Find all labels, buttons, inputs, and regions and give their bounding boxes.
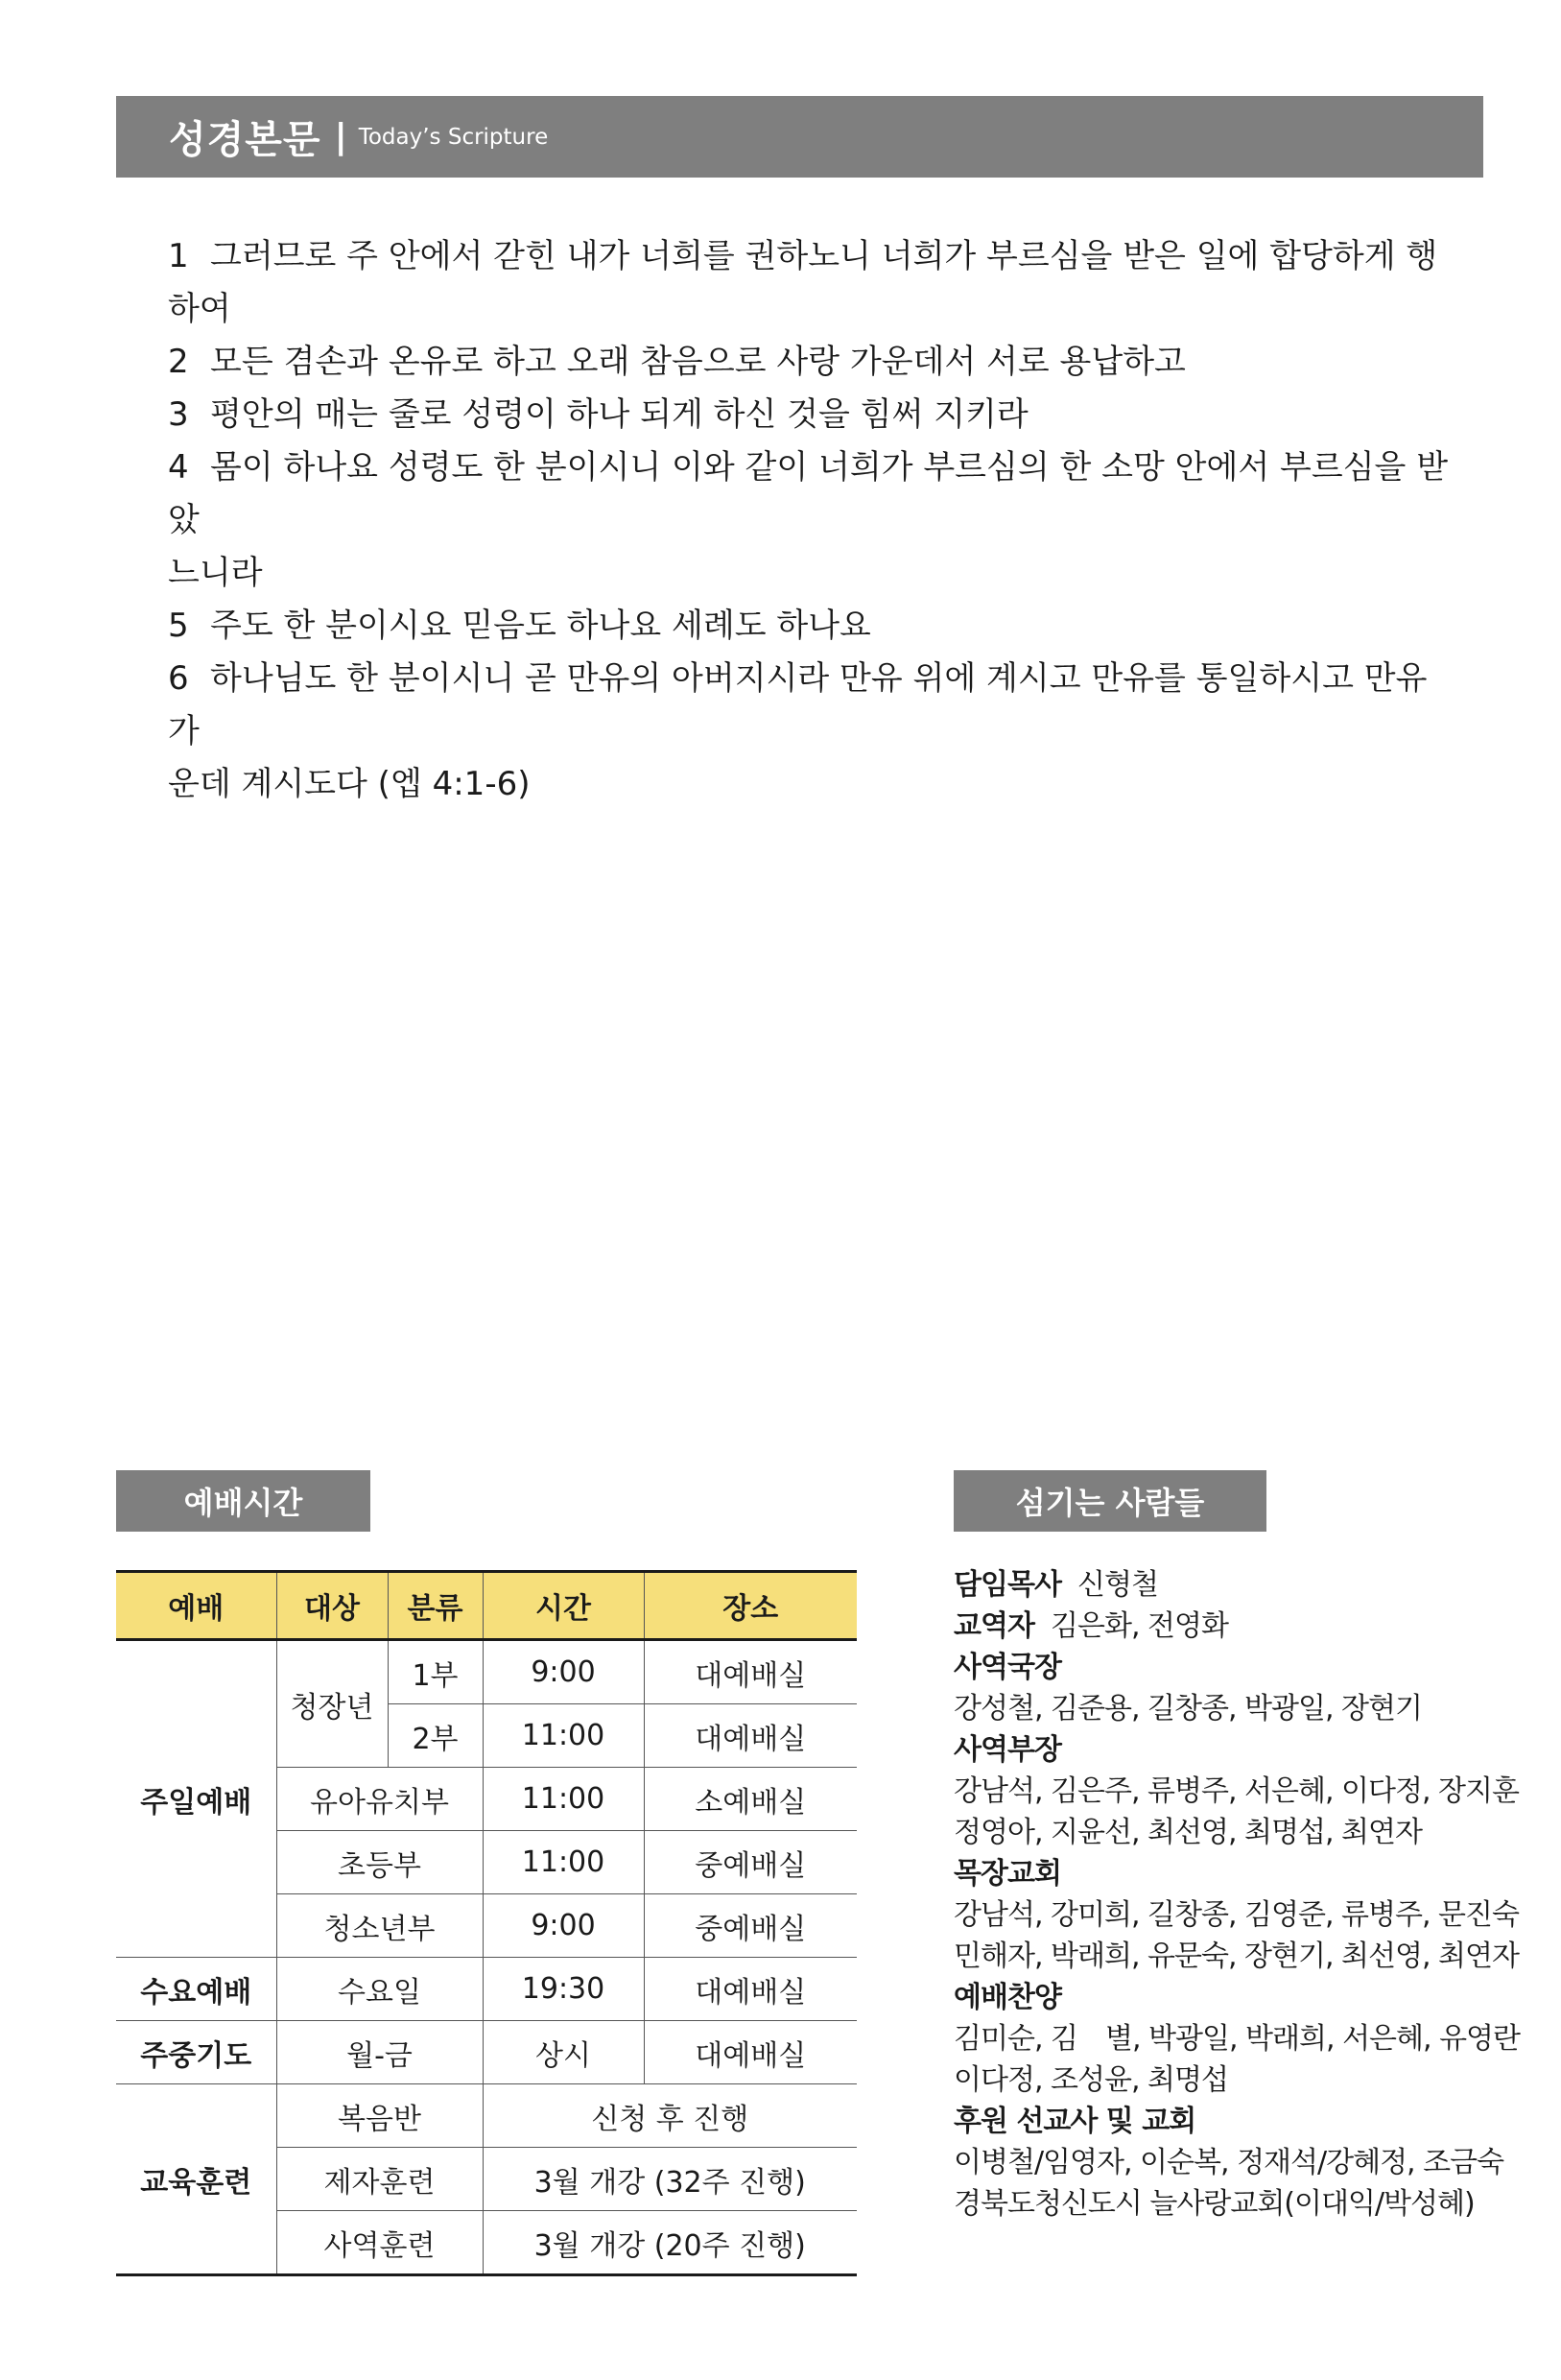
verse-number: 3 — [168, 395, 189, 434]
evangelists-names: 김은화, 전영화 — [1051, 1609, 1228, 1643]
verse-number: 1 — [168, 237, 189, 275]
header-place: 장소 — [644, 1572, 857, 1640]
note-cell: 3월 개강 (32주 진행) — [483, 2148, 857, 2211]
place-cell: 대예배실 — [644, 1640, 857, 1704]
choir-line: 이다정, 조성윤, 최명섭 — [954, 2063, 1228, 2097]
time-cell: 11:00 — [483, 1704, 644, 1768]
verse-text: 몸이 하나요 성령도 한 분이시니 이와 같이 너희가 부르심의 한 소망 안에서 부르심을 받았 — [168, 448, 1449, 539]
place-cell: 대예배실 — [644, 2021, 857, 2084]
pastor-names: 신형철 — [1077, 1568, 1158, 1602]
target-cell: 복음반 — [276, 2084, 483, 2148]
time-cell: 상시 — [483, 2021, 644, 2084]
missions-line: 경북도청신도시 늘사랑교회(이대익/박성혜) — [954, 2187, 1475, 2221]
weekday-prayer-cell: 주중기도 — [116, 2021, 276, 2084]
place-cell: 대예배실 — [644, 1958, 857, 2021]
target-cell: 수요일 — [276, 1958, 483, 2021]
cells-group — [954, 1853, 1520, 1977]
time-cell: 19:30 — [483, 1958, 644, 2021]
servants-list — [954, 1564, 1521, 2225]
verse-1 — [168, 230, 1454, 336]
table-row — [116, 2084, 857, 2148]
header-target: 대상 — [276, 1572, 388, 1640]
target-cell: 유아유치부 — [276, 1768, 483, 1831]
directors-group — [954, 1647, 1491, 1729]
time-cell: 11:00 — [483, 1768, 644, 1831]
target-cell: 제자훈련 — [276, 2148, 483, 2211]
evangelists-row — [954, 1606, 1491, 1647]
header-part: 분류 — [388, 1572, 483, 1640]
wednesday-service-cell: 수요예배 — [116, 1958, 276, 2021]
cells-line: 강남석, 강미희, 길창종, 김영준, 류병주, 문진숙 — [954, 1898, 1520, 1932]
choir-group — [954, 1977, 1521, 2101]
place-cell: 중예배실 — [644, 1831, 857, 1894]
verse-number: 6 — [168, 659, 189, 698]
directors-title: 사역국장 — [954, 1651, 1061, 1684]
table-row — [116, 1640, 857, 1704]
verse-2 — [168, 336, 1454, 389]
managers-line: 정영아, 지윤선, 최선영, 최명섭, 최연자 — [954, 1816, 1422, 1849]
pastor-row — [954, 1564, 1491, 1606]
verse-text: 하나님도 한 분이시니 곧 만유의 아버지시라 만유 위에 계시고 만유를 통일하시고 만유 가 — [168, 659, 1428, 750]
worship-times-label: 예배시간 — [116, 1470, 370, 1532]
scripture-subtitle: Today’s Scripture — [358, 124, 549, 150]
cells-title: 목장교회 — [954, 1857, 1061, 1891]
worship-schedule-table — [116, 1570, 857, 2276]
note-cell: 신청 후 진행 — [483, 2084, 857, 2148]
target-cell: 초등부 — [276, 1831, 483, 1894]
part-cell: 2부 — [388, 1704, 483, 1768]
pastor-title: 담임목사 — [954, 1568, 1061, 1602]
servants-label: 섬기는 사람들 — [954, 1470, 1266, 1532]
choir-line: 김미순, 김 별, 박광일, 박래희, 서은혜, 유영란 — [954, 2022, 1521, 2056]
verse-6-continued — [168, 758, 1454, 811]
evangelists-title: 교역자 — [954, 1609, 1034, 1643]
target-cell: 사역훈련 — [276, 2211, 483, 2275]
note-cell: 3월 개강 (20주 진행) — [483, 2211, 857, 2275]
verse-text: 운데 계시도다 (엡 4:1-6) — [168, 765, 531, 803]
target-cell: 청소년부 — [276, 1894, 483, 1958]
cells-line: 민해자, 박래희, 유문숙, 장현기, 최선영, 최연자 — [954, 1940, 1520, 1973]
header-time: 시간 — [483, 1572, 644, 1640]
scripture-text — [168, 230, 1454, 811]
verse-number: 4 — [168, 448, 189, 487]
missions-group — [954, 2101, 1504, 2225]
missions-title: 후원 선교사 및 교회 — [954, 2105, 1196, 2138]
youth-target-cell: 청장년 — [276, 1640, 388, 1768]
verse-3 — [168, 389, 1454, 441]
table-row — [116, 2021, 857, 2084]
place-cell: 소예배실 — [644, 1768, 857, 1831]
target-cell: 월-금 — [276, 2021, 483, 2084]
verse-number: 5 — [168, 607, 189, 645]
verse-4 — [168, 441, 1454, 547]
sunday-service-cell: 주일예배 — [116, 1640, 276, 1958]
title-separator: | — [334, 117, 347, 156]
managers-title: 사역부장 — [954, 1733, 1061, 1767]
table-header-row — [116, 1572, 857, 1640]
table-row — [116, 1958, 857, 2021]
verse-number: 2 — [168, 343, 189, 381]
place-cell: 중예배실 — [644, 1894, 857, 1958]
scripture-header — [116, 96, 1483, 178]
choir-title: 예배찬양 — [954, 1981, 1061, 2014]
part-cell: 1부 — [388, 1640, 483, 1704]
time-cell: 9:00 — [483, 1894, 644, 1958]
verse-text: 평안의 매는 줄로 성령이 하나 되게 하신 것을 힘써 지키라 — [210, 395, 1029, 434]
time-cell: 9:00 — [483, 1640, 644, 1704]
verse-text: 느니라 — [168, 554, 263, 592]
verse-text: 그러므로 주 안에서 갇힌 내가 너희를 권하노니 너희가 부르심을 받은 일에 합당하게 행하여 — [168, 237, 1438, 328]
verse-text: 모든 겸손과 온유로 하고 오래 참음으로 사랑 가운데서 서로 용납하고 — [210, 343, 1186, 381]
verse-4-continued — [168, 547, 1454, 600]
directors-line: 강성철, 김준용, 길창종, 박광일, 장현기 — [954, 1692, 1422, 1726]
training-cell: 교육훈련 — [116, 2084, 276, 2275]
verse-5 — [168, 600, 1454, 653]
place-cell: 대예배실 — [644, 1704, 857, 1768]
managers-group — [954, 1729, 1520, 1853]
header-service: 예배 — [116, 1572, 276, 1640]
scripture-title: 성경본문 — [169, 118, 321, 162]
verse-text: 주도 한 분이시요 믿음도 하나요 세례도 하나요 — [210, 607, 871, 645]
time-cell: 11:00 — [483, 1831, 644, 1894]
verse-6 — [168, 653, 1454, 758]
managers-line: 강남석, 김은주, 류병주, 서은혜, 이다정, 장지훈 — [954, 1774, 1520, 1808]
missions-line: 이병철/임영자, 이순복, 정재석/강혜정, 조금숙 — [954, 2146, 1504, 2179]
